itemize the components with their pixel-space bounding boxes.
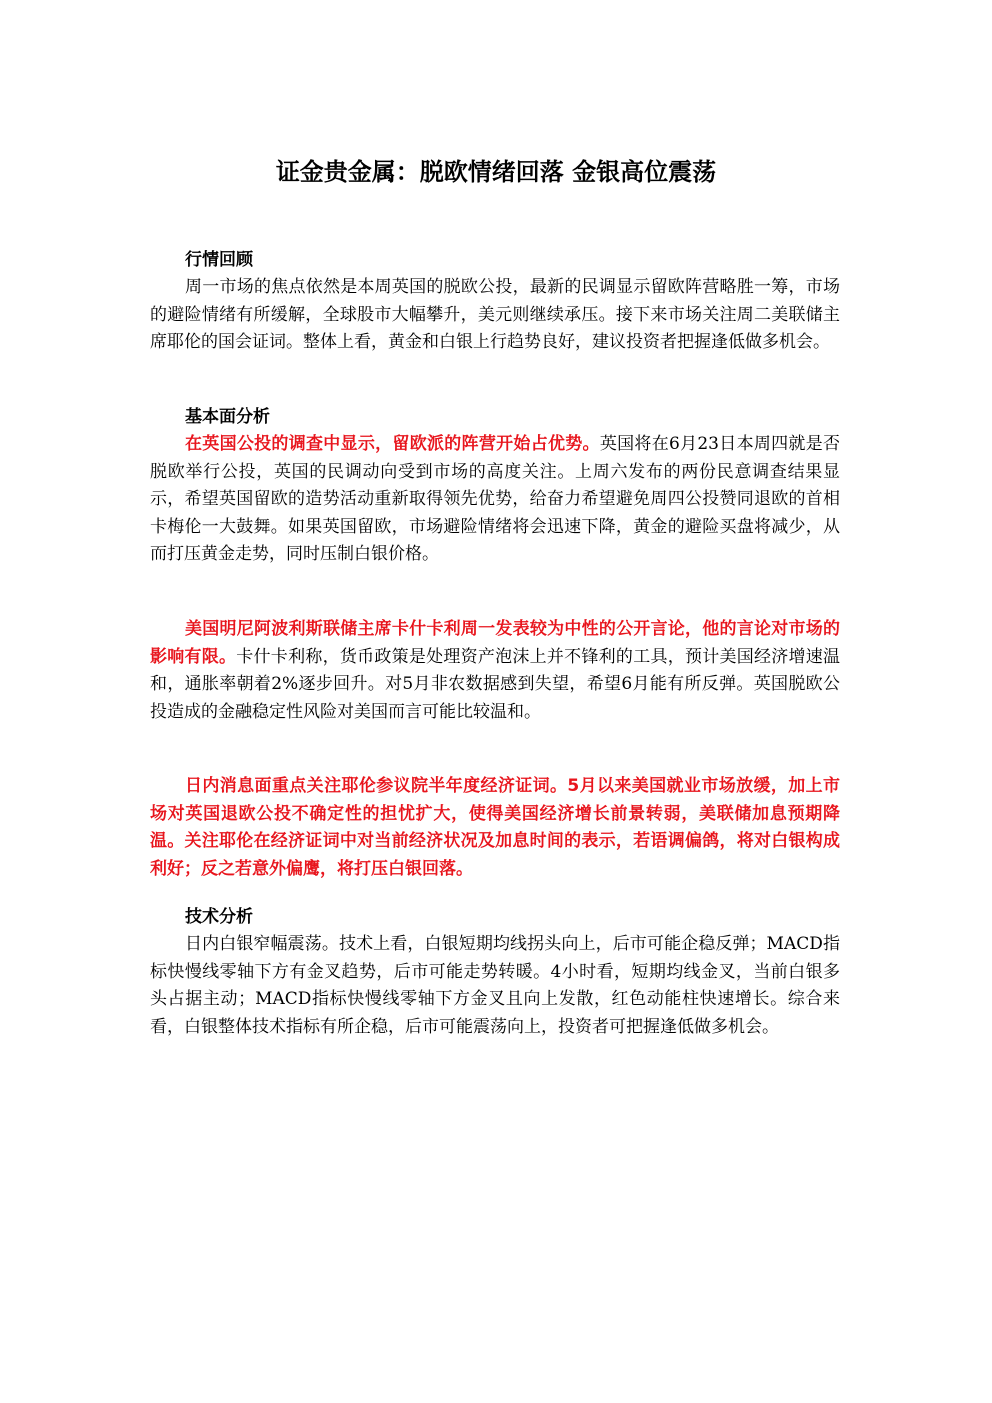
technical-heading: 技术分析 — [185, 907, 253, 927]
market-review-heading: 行情回顾 — [185, 250, 253, 270]
fundamentals-p1-body: 英国将在6月23日本周四就是否脱欧举行公投，英国的民调动向受到市场的高度关注。上周六发布的两份民意调查结果显示，希望英国留欧的造势活动重新取得领先优势，给奋力希望避免周四公投赞同退欧的首相卡梅伦一大鼓舞。如果英国留欧，市场避险情绪将会迅速下降，黄金的避险买盘将减少，从而打压黄金走势，同时压制白银价格。 — [150, 434, 840, 564]
fundamentals-section — [150, 404, 840, 569]
fundamentals-heading: 基本面分析 — [185, 407, 270, 427]
fundamentals-p2-body: 卡什卡利称，货币政策是处理资产泡沫上并不锋利的工具，预计美国经济增速温和，通胀率朝着2%逐步回升。对5月非农数据感到失望，希望6月能有所反弹。英国脱欧公投造成的金融稳定性风险对美国而言可能比较温和。 — [150, 646, 841, 722]
technical-body: 日内白银窄幅震荡。技术上看，白银短期均线拐头向上，后市可能企稳反弹；MACD指标快慢线零轴下方有金叉趋势，后市可能走势转暖。4小时看，短期均线金叉，当前白银多头占据主动；MACD指标快慢线零轴下方金叉且向上发散，红色动能柱快速增长。综合来看，白银整体技术指标有所企稳，后市可能震荡向上，投资者可把握逢低做多机会。 — [150, 934, 840, 1037]
fundamentals-p2-highlight: 美国明尼阿波利斯联储主席卡什卡利周一发表较为中性的公开言论，他的言论对市场的影响有限。 — [150, 619, 840, 667]
fundamentals-paragraph-3-block — [150, 773, 840, 883]
fundamentals-paragraph-2 — [150, 616, 840, 726]
fundamentals-paragraph-2-block — [150, 616, 840, 726]
fundamentals-paragraph-3: 日内消息面重点关注耶伦参议院半年度经济证词。5月以来美国就业市场放缓，加上市场对英国退欧公投不确定性的担忧扩大，使得美国经济增长前景转弱，美联储加息预期降温。关注耶伦在经济证词中对当前经济状况及加息时间的表示，若语调偏鸽，将对白银构成利好；反之若意外偏鹰，将打压白银回落。 — [150, 776, 840, 879]
market-review-section — [150, 247, 840, 357]
fundamentals-p1-highlight: 在英国公投的调查中显示，留欧派的阵营开始占优势。 — [185, 434, 600, 454]
document-title: 证金贵金属：脱欧情绪回落 金银高位震荡 — [275, 158, 717, 186]
market-review-body: 周一市场的焦点依然是本周英国的脱欧公投，最新的民调显示留欧阵营略胜一筹，市场的避险情绪有所缓解，全球股市大幅攀升，美元则继续承压。接下来市场关注周二美联储主席耶伦的国会证词。整体上看，黄金和白银上行趋势良好，建议投资者把握逢低做多机会。 — [150, 277, 840, 352]
fundamentals-paragraph-1 — [150, 431, 840, 569]
technical-section — [150, 904, 840, 1041]
